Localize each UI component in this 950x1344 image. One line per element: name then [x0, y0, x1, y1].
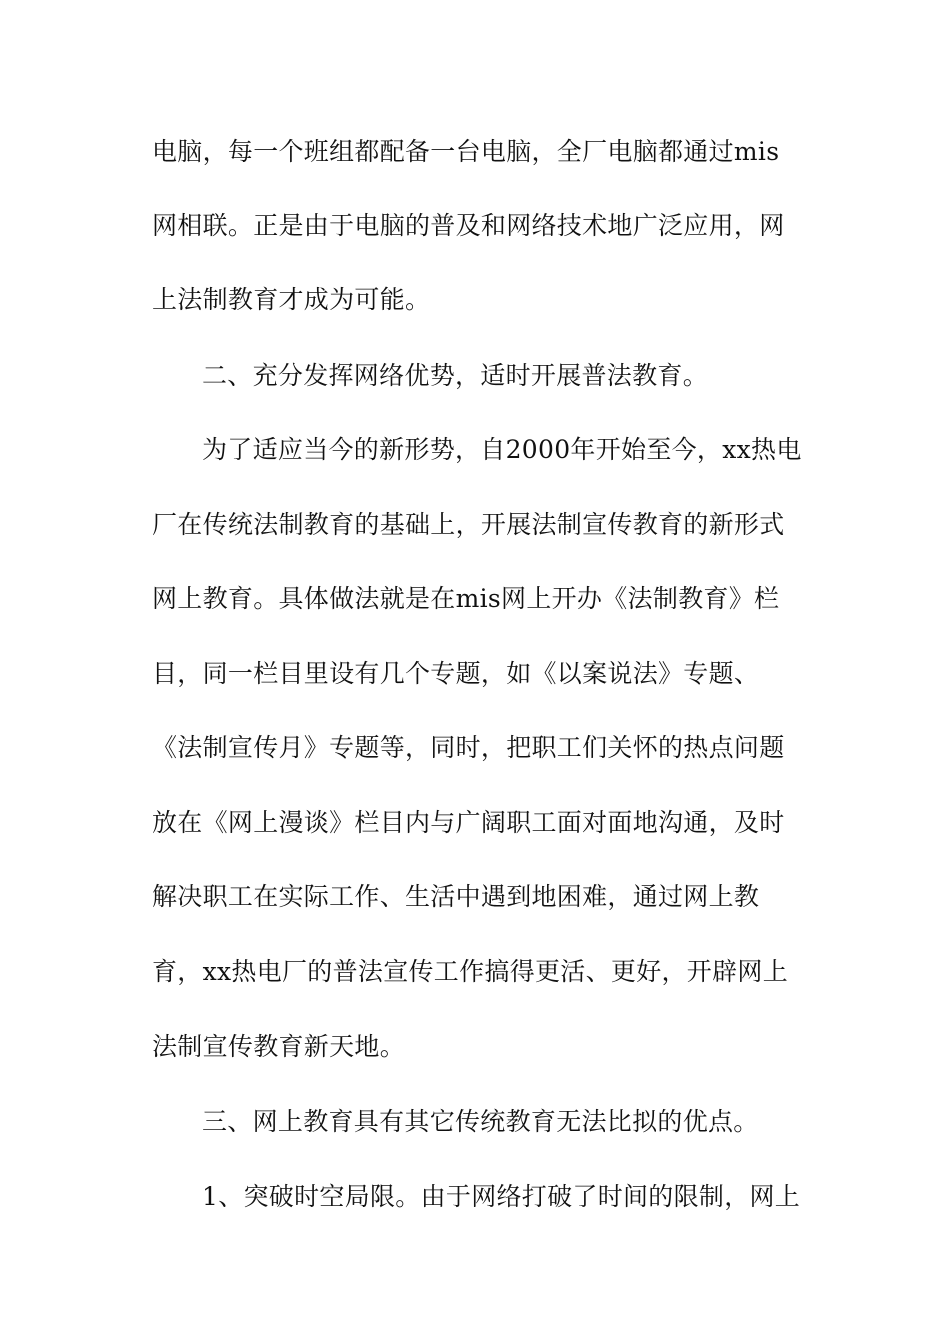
text-line: 上法制教育才成为可能。: [152, 285, 431, 314]
text-line: 网上教育。具体做法就是在mis网上开办《法制教育》栏: [152, 584, 780, 613]
text-line: 1、突破时空局限。由于网络打破了时间的限制，网上: [202, 1182, 801, 1211]
section-heading: 二、充分发挥网络优势，适时开展普法教育。: [202, 361, 709, 390]
text-line: 法制宣传教育新天地。: [152, 1032, 406, 1061]
text-line: 网相联。正是由于电脑的普及和网络技术地广泛应用，网: [152, 211, 785, 240]
text-line: 育，xx热电厂的普法宣传工作搞得更活、更好，开辟网上: [152, 957, 789, 986]
text-line: 放在《网上漫谈》栏目内与广阔职工面对面地沟通，及时: [152, 808, 785, 837]
text-line: 为了适应当今的新形势，自2000年开始至今，xx热电: [202, 435, 802, 464]
text-line: 目，同一栏目里设有几个专题，如《以案说法》专题、: [152, 659, 760, 688]
text-line: 《法制宣传月》专题等，同时，把职工们关怀的热点问题: [152, 733, 785, 762]
text-line: 电脑，每一个班组都配备一台电脑，全厂电脑都通过mis: [152, 137, 780, 166]
text-line: 厂在传统法制教育的基础上，开展法制宣传教育的新形式: [152, 510, 785, 539]
section-heading: 三、网上教育具有其它传统教育无法比拟的优点。: [202, 1107, 759, 1136]
text-line: 解决职工在实际工作、生活中遇到地困难，通过网上教: [152, 882, 760, 911]
